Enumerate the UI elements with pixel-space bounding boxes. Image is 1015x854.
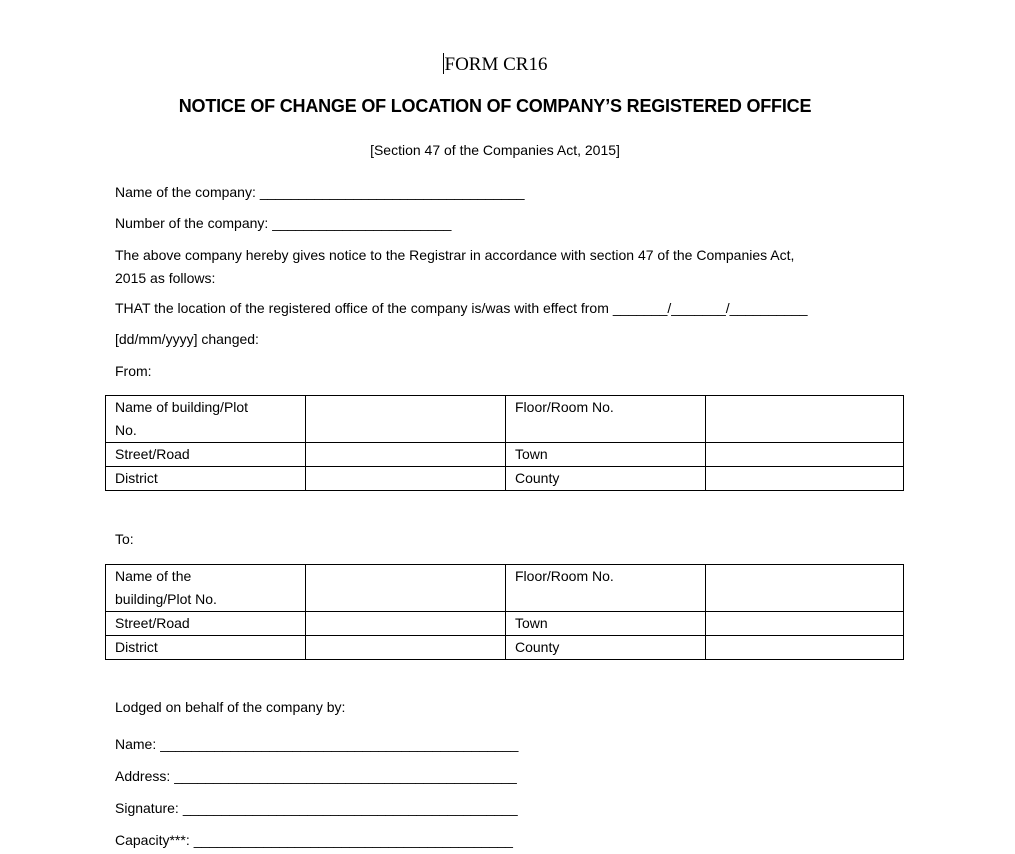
lodged-heading: Lodged on behalf of the company by: — [115, 699, 346, 715]
to-label: To: — [115, 531, 134, 547]
to-town-label-cell — [506, 612, 706, 636]
from-building-input-cell[interactable] — [306, 396, 506, 443]
to-building-label-cell — [106, 565, 306, 612]
to-district-label-cell — [106, 636, 306, 660]
from-table — [105, 395, 904, 491]
cell-line: County — [515, 470, 560, 486]
cell-line: District — [115, 470, 158, 486]
to-county-input-cell[interactable] — [706, 636, 904, 660]
cell-line: Name of the — [115, 568, 192, 584]
notice-paragraph — [115, 244, 794, 290]
effective-date-label: THAT the location of the registered office of the company is/was with effect from — [115, 300, 609, 316]
cell-line: County — [515, 639, 560, 655]
from-street-input-cell[interactable] — [306, 443, 506, 467]
to-street-input-cell[interactable] — [306, 612, 506, 636]
table-row — [106, 636, 904, 660]
from-county-input-cell[interactable] — [706, 467, 904, 491]
table-row — [106, 467, 904, 491]
from-floor-label-cell — [506, 396, 706, 443]
notice-line-1: The above company hereby gives notice to the Registrar in accordance with section 47 of the Companies Act, — [115, 247, 795, 263]
lodged-capacity-blank[interactable]: _________________________________________ — [193, 832, 513, 848]
to-floor-label-cell — [506, 565, 706, 612]
company-number-label: Number of the company: — [115, 215, 269, 231]
table-row — [106, 396, 904, 443]
from-label: From: — [115, 363, 152, 379]
from-street-label-cell — [106, 443, 306, 467]
to-table — [105, 564, 904, 660]
effective-date-blanks[interactable]: _______/_______/__________ — [612, 300, 808, 316]
cell-line: Floor/Room No. — [515, 568, 614, 584]
cell-line: Town — [515, 446, 548, 462]
from-district-label-cell — [106, 467, 306, 491]
to-county-label-cell — [506, 636, 706, 660]
company-name-line — [115, 181, 525, 204]
from-town-label-cell — [506, 443, 706, 467]
date-format-line: [dd/mm/yyyy] changed: — [115, 331, 259, 347]
lodged-signature-line — [115, 797, 518, 820]
lodged-capacity-line — [115, 829, 513, 852]
text-cursor — [443, 53, 444, 74]
form-number-line — [115, 53, 875, 76]
effective-date-line — [115, 297, 808, 320]
company-number-line — [115, 212, 451, 235]
company-name-label: Name of the company: — [115, 184, 256, 200]
lodged-name-blank[interactable]: ______________________________________________ — [160, 736, 519, 752]
from-town-input-cell[interactable] — [706, 443, 904, 467]
cell-line: Street/Road — [115, 446, 190, 462]
cell-line: District — [115, 639, 158, 655]
lodged-name-line — [115, 733, 518, 756]
lodged-name-label: Name: — [115, 736, 157, 752]
to-building-input-cell[interactable] — [306, 565, 506, 612]
table-row — [106, 443, 904, 467]
cell-line: Street/Road — [115, 615, 190, 631]
lodged-signature-blank[interactable]: ___________________________________________ — [182, 800, 518, 816]
table-row — [106, 612, 904, 636]
section-reference: [Section 47 of the Companies Act, 2015] — [370, 142, 620, 158]
from-floor-input-cell[interactable] — [706, 396, 904, 443]
to-street-label-cell — [106, 612, 306, 636]
to-floor-input-cell[interactable] — [706, 565, 904, 612]
to-district-input-cell[interactable] — [306, 636, 506, 660]
cell-line: Floor/Room No. — [515, 399, 614, 415]
from-building-label-cell — [106, 396, 306, 443]
to-town-input-cell[interactable] — [706, 612, 904, 636]
cell-line: Town — [515, 615, 548, 631]
lodged-signature-label: Signature: — [115, 800, 179, 816]
notice-line-2: 2015 as follows: — [115, 270, 216, 286]
cell-line: No. — [115, 422, 137, 438]
from-county-label-cell — [506, 467, 706, 491]
lodged-address-line — [115, 765, 517, 788]
form-number: FORM CR16 — [444, 54, 548, 75]
company-name-blank[interactable]: __________________________________ — [259, 184, 525, 200]
company-number-blank[interactable]: _______________________ — [272, 215, 452, 231]
cell-line: building/Plot No. — [115, 591, 217, 607]
lodged-address-blank[interactable]: ____________________________________________ — [174, 768, 517, 784]
lodged-address-label: Address: — [115, 768, 171, 784]
from-district-input-cell[interactable] — [306, 467, 506, 491]
table-row — [106, 565, 904, 612]
lodged-capacity-label: Capacity***: — [115, 832, 190, 848]
document-title: NOTICE OF CHANGE OF LOCATION OF COMPANY’S REGISTERED OFFICE — [178, 96, 812, 116]
cell-line: Name of building/Plot — [115, 399, 249, 415]
